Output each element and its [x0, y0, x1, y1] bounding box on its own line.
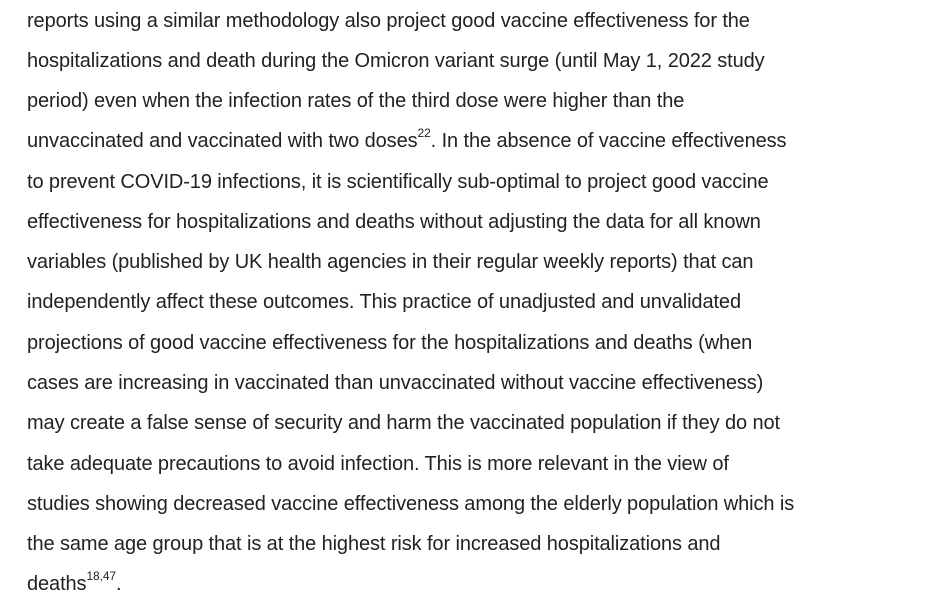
text-line: [27, 81, 684, 121]
text-line: [27, 484, 794, 524]
citation-superscript: 18,47: [86, 569, 116, 584]
text-segment: may create a false sense of security and harm the vaccinated population if they do not: [27, 412, 780, 434]
text-line: [27, 444, 729, 484]
text-segment: reports using a similar methodology also project good vaccine effectiveness for the: [27, 10, 750, 32]
text-line: [27, 323, 752, 363]
text-segment: effectiveness for hospitalizations and deaths without adjusting the data for all known: [27, 211, 761, 233]
text-line: [27, 41, 765, 81]
text-segment: projections of good vaccine effectiveness for the hospitalizations and deaths (when: [27, 332, 753, 354]
text-segment: unvaccinated and vaccinated with two doses: [27, 130, 418, 152]
text-segment: hospitalizations and death during the Omicron variant surge (until May 1, 2022 study: [27, 50, 765, 72]
text-line: [27, 162, 769, 202]
text-segment: independently affect these outcomes. This practice of unadjusted and unvalidated: [27, 291, 741, 313]
text-line: [27, 403, 780, 443]
text-segment: . In the absence of vaccine effectiveness: [430, 130, 787, 152]
text-segment: the same age group that is at the highest risk for increased hospitalizations and: [27, 533, 721, 555]
text-segment: period) even when the infection rates of the third dose were higher than the: [27, 90, 685, 112]
text-segment: studies showing decreased vaccine effectiveness among the elderly population which is: [27, 493, 795, 515]
text-line: [27, 564, 121, 604]
text-segment: take adequate precautions to avoid infection. This is more relevant in the view of: [27, 453, 729, 475]
text-line: [27, 121, 786, 161]
text-line: [27, 524, 720, 564]
text-segment: deaths: [27, 573, 87, 595]
citation-superscript: 22: [417, 126, 431, 141]
text-line: [27, 202, 761, 242]
text-segment: .: [115, 573, 122, 595]
text-line: [27, 363, 763, 403]
text-segment: cases are increasing in vaccinated than unvaccinated without vaccine effectiveness): [27, 372, 764, 394]
text-segment: variables (published by UK health agencies in their regular weekly reports) that can: [27, 251, 754, 273]
text-segment: to prevent COVID-19 infections, it is scientifically sub-optimal to project good vaccine: [27, 171, 769, 193]
text-line: [27, 282, 741, 322]
text-line: [27, 242, 753, 282]
text-line: [27, 1, 750, 41]
